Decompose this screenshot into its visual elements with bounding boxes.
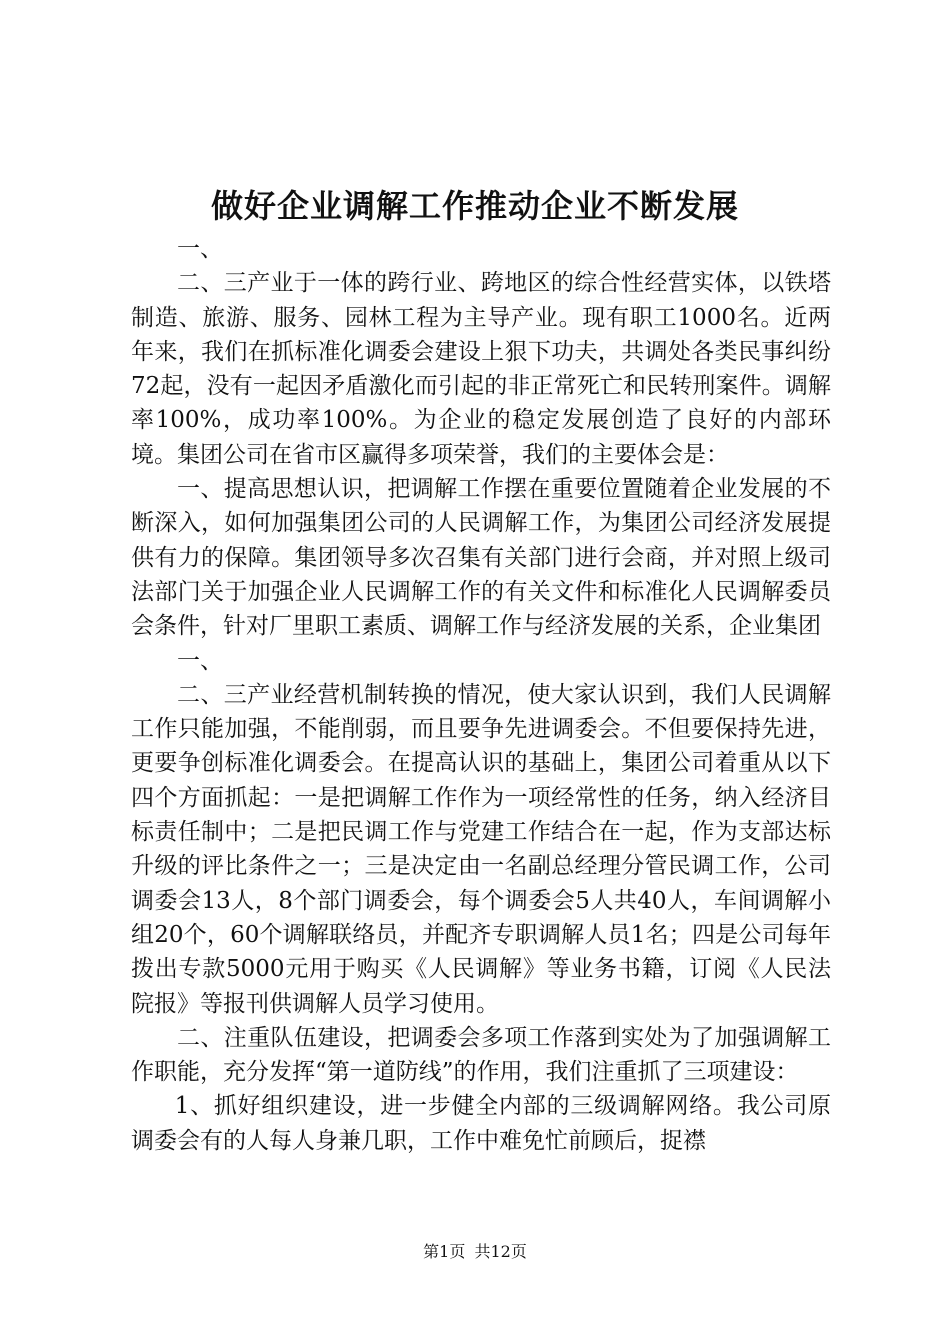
paragraph: 一、 <box>177 236 223 262</box>
page-number: 第1页 <box>423 1242 466 1261</box>
paragraph: 一、提高思想认识，把调解工作摆在重要位置随着企业发展的不断深入，如何加强集团公司的人民调解工作，为集团公司经济发展提供有力的保障。集团领导多次召集有关部门进行会商，并对照上级司法部门关于加强企业人民调解工作的有关文件和标准化人民调解委员会条件，针对厂里职工素质、调解工作与经济发展的关系，企业集团 <box>131 476 831 640</box>
document-body <box>131 232 831 1158</box>
page-total: 共12页 <box>474 1242 527 1261</box>
paragraph: 二、注重队伍建设，把调委会多项工作落到实处为了加强调解工作职能，充分发挥“第一道防线”的作用，我们注重抓了三项建设： <box>131 1024 831 1086</box>
paragraph: 一、 <box>177 647 223 674</box>
document-title: 做好企业调解工作推动企业不断发展 <box>210 187 739 225</box>
page-footer <box>0 1240 950 1264</box>
paragraph: 二、三产业经营机制转换的情况，使大家认识到，我们人民调解工作只能加强，不能削弱，而且要争先进调委会。不但要保持先进，更要争创标准化调委会。在提高认识的基础上，集团公司着重从以下四个方面抓起：一是把调解工作作为一项经常性的任务，纳入经济目标责任制中；二是把民调工作与党建工作结合在一起，作为支部达标升级的评比条件之一；三是决定由一名副总经理分管民调工作，公司调委会13人，8个部门调委会，每个调委会5人共40人，车间调解小组20个，60个调解联络员，并配齐专职调解人员1名；四是公司每年拨出专款5000元用于购买《人民调解》等业务书籍，订阅《人民法院报》等报刊供调解人员学习使用。 <box>131 681 831 1017</box>
paragraph: 二、三产业于一体的跨行业、跨地区的综合性经营实体，以铁塔制造、旅游、服务、园林工程为主导产业。现有职工1000名。近两年来，我们在抓标准化调委会建设上狠下功夫，共调处各类民事纠纷72起，没有一起因矛盾激化而引起的非正常死亡和民转刑案件。调解率100%，成功率100%。为企业的稳定发展创造了良好的内部环境。集团公司在省市区赢得多项荣誉，我们的主要体会是： <box>131 270 831 468</box>
paragraph: 1、抓好组织建设，进一步健全内部的三级调解网络。我公司原调委会有的人每人身兼几职，工作中难免忙前顾后，捉襟 <box>131 1093 831 1154</box>
